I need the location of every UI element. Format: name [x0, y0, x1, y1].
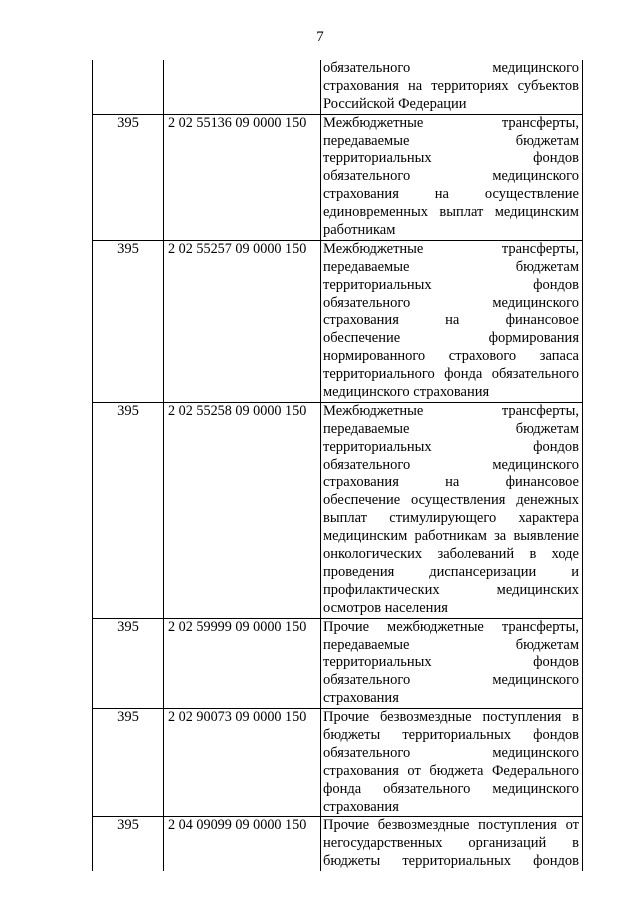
description-line: Межбюджетные трансферты, — [323, 114, 579, 131]
description-line: обязательного медицинского — [323, 168, 579, 185]
administrator-code-cell: 395 — [93, 817, 164, 871]
description-line: страхования на финансовое — [323, 474, 579, 491]
table-row — [93, 240, 583, 402]
description-line: обеспечение формирования — [323, 330, 579, 347]
administrator-code-cell — [93, 60, 164, 114]
description-line: нормированного страхового запаса — [323, 348, 579, 365]
budget-classification-code-cell — [164, 60, 321, 114]
description-line: страхования от бюджета Федерального — [323, 762, 579, 779]
description-line: Прочие безвозмездные поступления от — [323, 817, 579, 834]
administrator-code-cell: 395 — [93, 240, 164, 402]
description-line: Прочие безвозмездные поступления в — [323, 709, 579, 726]
description-line: фонда обязательного медицинского — [323, 780, 579, 797]
administrator-code-cell: 395 — [93, 402, 164, 618]
description-line: передаваемые бюджетам — [323, 420, 579, 437]
description-line: обязательного медицинского — [323, 60, 579, 76]
description-line: бюджеты территориальных фондов — [323, 853, 579, 870]
table-row — [93, 618, 583, 708]
budget-classification-code-cell: 2 02 90073 09 0000 150 — [164, 709, 321, 817]
description-line: обязательного медицинского — [323, 456, 579, 473]
table-row — [93, 709, 583, 817]
description-line: обеспечение осуществления денежных — [323, 492, 579, 509]
table-row — [93, 402, 583, 618]
description-line: онкологических заболеваний в ходе — [323, 546, 579, 563]
description-line: страхования — [323, 690, 399, 707]
description-line: территориальных фондов — [323, 150, 579, 167]
description-line: передаваемые бюджетам — [323, 258, 579, 275]
description-line: обязательного медицинского — [323, 294, 579, 311]
budget-classification-code-cell: 2 02 59999 09 0000 150 — [164, 618, 321, 708]
description-cell — [321, 60, 583, 114]
description-cell — [321, 402, 583, 618]
description-line: работникам — [323, 222, 396, 239]
description-line: страхования на осуществление — [323, 186, 579, 203]
administrator-code-cell: 395 — [93, 114, 164, 240]
description-line: профилактических медицинских — [323, 581, 579, 598]
description-cell — [321, 240, 583, 402]
revenue-classification-table — [92, 60, 583, 871]
description-line: бюджеты территориальных фондов — [323, 726, 579, 743]
description-line: единовременных выплат медицинским — [323, 204, 579, 221]
description-line: территориальных фондов — [323, 654, 579, 671]
description-line: обязательного медицинского — [323, 744, 579, 761]
description-line: территориальных фондов — [323, 276, 579, 293]
administrator-code-cell: 395 — [93, 709, 164, 817]
description-line: территориальных фондов — [323, 438, 579, 455]
description-line: осмотров населения — [323, 599, 448, 616]
page-number: 7 — [316, 29, 324, 45]
description-line: медицинским работникам за выявление — [323, 528, 579, 545]
description-cell — [321, 817, 583, 871]
description-line: страхования — [323, 798, 399, 815]
budget-classification-code-cell: 2 04 09099 09 0000 150 — [164, 817, 321, 871]
table-row — [93, 60, 583, 114]
table-row — [93, 817, 583, 871]
description-line: медицинского страхования — [323, 384, 490, 401]
budget-classification-code-cell: 2 02 55257 09 0000 150 — [164, 240, 321, 402]
description-cell — [321, 618, 583, 708]
budget-classification-code-cell: 2 02 55258 09 0000 150 — [164, 402, 321, 618]
description-line: Межбюджетные трансферты, — [323, 240, 579, 257]
administrator-code-cell: 395 — [93, 618, 164, 708]
budget-classification-code-cell: 2 02 55136 09 0000 150 — [164, 114, 321, 240]
description-cell — [321, 709, 583, 817]
description-line: территориального фонда обязательного — [323, 366, 579, 383]
description-line: Прочие межбюджетные трансферты, — [323, 618, 579, 635]
description-line: обязательного медицинского — [323, 672, 579, 689]
description-line: негосударственных организаций в — [323, 835, 579, 852]
description-line: страхования на территориях субъектов — [323, 77, 579, 94]
table-row — [93, 114, 583, 240]
description-line: страхования на финансовое — [323, 312, 579, 329]
description-line: Межбюджетные трансферты, — [323, 402, 579, 419]
description-line: Российской Федерации — [323, 95, 467, 112]
description-line: проведения диспансеризации и — [323, 563, 579, 580]
description-line: передаваемые бюджетам — [323, 132, 579, 149]
description-cell — [321, 114, 583, 240]
description-line: выплат стимулирующего характера — [323, 510, 579, 527]
description-line: передаваемые бюджетам — [323, 636, 579, 653]
